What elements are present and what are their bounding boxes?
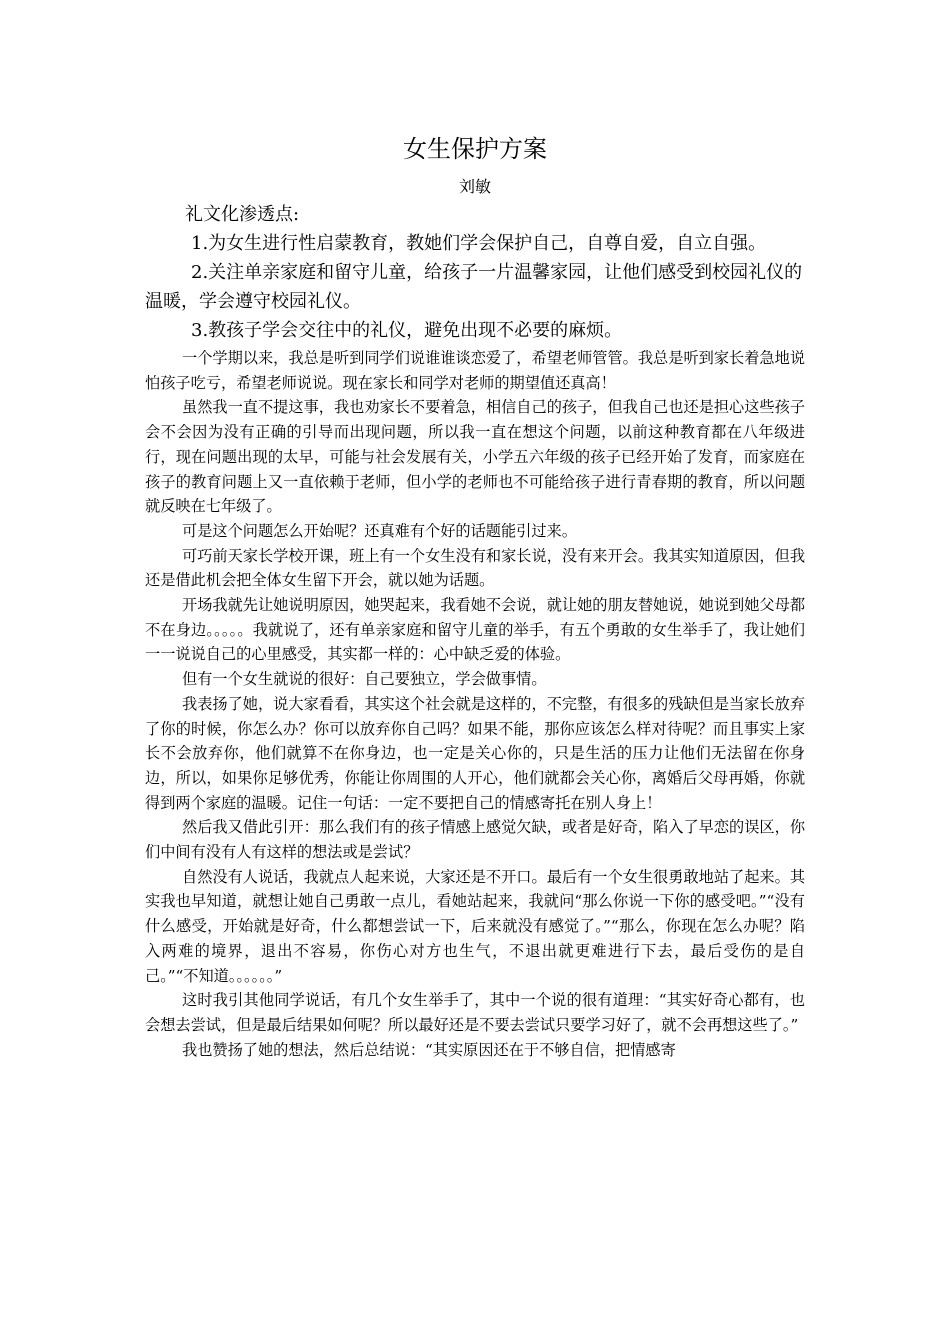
paragraph: 但有一个女生就说的很好：自己要独立，学会做事情。 bbox=[182, 670, 547, 689]
body-text bbox=[145, 346, 805, 1062]
paragraph: 这时我引其他同学说话，有几个女生举手了，其中一个说的很有道理：“其实好奇心都有，也会想去尝试，但是最后结果如何呢？所以最好还是不要去尝试只要学习好了，就不会再想这些了。” bbox=[145, 991, 805, 1034]
paragraph: 可是这个问题怎么开始呢？还真难有个好的话题能引过来。 bbox=[182, 521, 577, 540]
paragraph: 我也赞扬了她的想法，然后总结说：“其实原因还在于不够自信，把情感寄 bbox=[182, 1040, 676, 1059]
paragraph: 自然没有人说话，我就点人起来说，大家还是不开口。最后有一个女生很勇敢地站了起来。其实我也早知道，就想让她自己勇敢一点儿，看她站起来，我就问“那么你说一下你的感受吧。”“没有什么感受，开始就是好奇，什么都想尝试一下，后来就没有感觉了。”“那么，你现在怎么办呢？陷入两难的境界，退出不容易，你伤心对方也生气，不退出就更难进行下去，最后受伤的是自己。”“不知道。。。。。。” bbox=[145, 867, 805, 985]
author-name: 刘敏 bbox=[458, 177, 491, 196]
paragraph: 可巧前天家长学校开课，班上有一个女生没有和家长说，没有来开会。我其实知道原因，但我还是借此机会把全体女生留下开会，就以她为话题。 bbox=[145, 546, 805, 590]
culture-points-section bbox=[145, 200, 805, 345]
paragraph: 虽然我一直不提这事，我也劝家长不要着急，相信自己的孩子，但我自己也还是担心这些孩子会不会因为没有正确的引导而出现问题，所以我一直在想这个问题，以前这种教育都在八年级进行，现在问题出现的太早，可能与社会发展有关，小学五六年级的孩子已经开始了发育，而家庭在孩子的教育问题上又一直依赖于老师，但小学的老师也不可能给孩子进行青春期的教育，所以问题就反映在七年级了。 bbox=[145, 398, 805, 516]
point-item: 1.为女生进行性启蒙教育，教她们学会保护自己，自尊自爱，自立自强。 bbox=[191, 233, 767, 254]
paragraph: 开场我就先让她说明原因，她哭起来，我看她不会说，就让她的朋友替她说，她说到她父母都不在身边。。。。。我就说了，还有单亲家庭和留守儿童的举手，有五个勇敢的女生举手了，我让她们一一说说自己的心里感受，其实都一样的：心中缺乏爱的体验。 bbox=[145, 596, 805, 664]
point-item: 3.教孩子学会交往中的礼仪，避免出现不必要的麻烦。 bbox=[191, 320, 623, 341]
intro-heading: 礼文化渗透点: bbox=[185, 204, 300, 225]
paragraph: 一个学期以来，我总是听到同学们说谁谁谈恋爱了，希望老师管管。我总是听到家长着急地说怕孩子吃亏，希望老师说说。现在家长和同学对老师的期望值还真高！ bbox=[145, 349, 805, 392]
document-title: 女生保护方案 bbox=[403, 135, 547, 163]
paragraph: 我表扬了她，说大家看看，其实这个社会就是这样的，不完整，有很多的残缺但是当家长放弃了你的时候，你怎么办？你可以放弃你自己吗？如果不能，那你应该怎么样对待呢？而且事实上家长不会放弃你，他们就算不在你身边，也一定是关心你的，只是生活的压力让他们无法留在你身边，所以，如果你足够优秀，你能让你周围的人开心，他们就都会关心你，离婚后父母再婚，你就得到两个家庭的温暖。记住一句话：一定不要把自己的情感寄托在别人身上！ bbox=[145, 694, 805, 812]
point-item: 2.关注单亲家庭和留守儿童，给孩子一片温馨家园，让他们感受到校园礼仪的温暖，学会遵守校园礼仪。 bbox=[145, 262, 803, 312]
paragraph: 然后我又借此引开：那么我们有的孩子情感上感觉欠缺，或者是好奇，陷入了早恋的误区，你们中间有没有人有这样的想法或是尝试？ bbox=[145, 818, 805, 862]
